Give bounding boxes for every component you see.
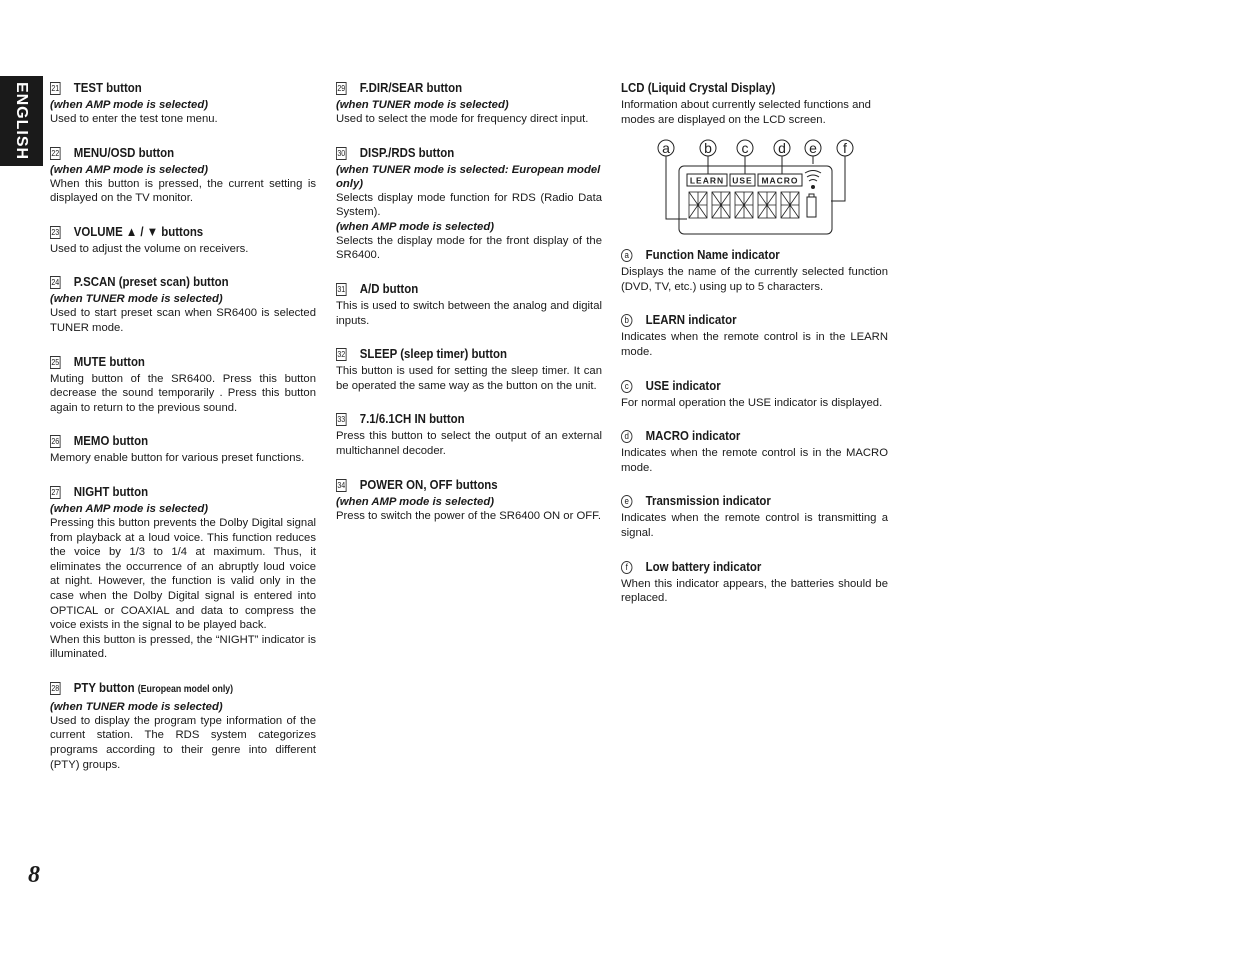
section-learn-indicator (621, 312, 888, 359)
section-text: When this button is pressed, the current setting is displayed on the TV monitor. (50, 177, 316, 205)
language-tab-label: ENGLISH (13, 81, 30, 161)
section-text: Indicates when the remote control is transmitting a signal. (621, 512, 888, 539)
section-text: Indicates when the remote control is in the MACRO mode. (621, 447, 888, 474)
section-text: Pressing this button prevents the Dolby Digital signal from playback at a loud voice. This function reduces the voice by 1/3 to 1/4 at maximum. Thus, it eliminates the occurrence of an abruptly loud voice at night. However, the function is valid only in the case when the Dolby Digital signal is entered into OPTICAL or COAXIAL and data to compress the voice exists in the signal to be played back. (50, 516, 316, 632)
section-mute-button (50, 354, 316, 416)
mode-note-2: (when AMP mode is selected) (336, 220, 494, 233)
section-text: For normal operation the USE indicator is displayed. (621, 396, 883, 409)
mode-note: (when TUNER mode is selected: European model only) (336, 163, 601, 190)
section-text: Displays the name of the currently selected function (DVD, TV, etc.) using up to 5 characters. (621, 266, 888, 293)
item-number: 23 (51, 227, 60, 237)
section-title: 7.1/6.1CH IN button (359, 411, 465, 427)
section-title: TEST button (73, 80, 142, 95)
section-text: Used to enter the test tone menu. (50, 113, 218, 125)
item-number: 31 (337, 284, 346, 294)
item-letter: b (621, 314, 632, 327)
section-title: VOLUME ▲ / ▼ buttons (73, 223, 204, 239)
item-number: 22 (51, 148, 60, 158)
column-2 (336, 80, 602, 541)
section-function-name-indicator (621, 247, 888, 294)
item-number: 29 (337, 84, 346, 93)
section-lcd (621, 80, 888, 127)
mode-note: (when AMP mode is selected) (336, 495, 494, 508)
section-text: Memory enable button for various preset functions. (50, 452, 305, 465)
section-memo-button (50, 433, 316, 466)
section-title: A/D button (359, 280, 419, 296)
section-text: Information about currently selected functions and modes are displayed on the LCD screen. (621, 99, 871, 126)
section-text: This is used to switch between the analog and digital inputs. (336, 299, 602, 327)
column-3 (621, 80, 888, 624)
section-text: Indicates when the remote control is in the LEARN mode. (621, 331, 888, 358)
item-letter: f (621, 561, 632, 574)
mode-note: (when TUNER mode is selected) (50, 293, 223, 306)
item-number: 27 (51, 487, 60, 497)
item-letter: e (621, 495, 632, 508)
section-text: Muting button of the SR6400. Press this button decrease the sound temporarily . Press this button again to return to the previous sound. (50, 372, 316, 414)
item-number: 33 (337, 415, 346, 425)
section-title: Transmission indicator (645, 493, 771, 509)
section-disp-rds-button (336, 145, 602, 263)
item-number: 34 (337, 480, 346, 490)
section-title: MACRO indicator (645, 428, 741, 444)
section-transmission-indicator (621, 493, 888, 540)
mode-note: (when AMP mode is selected) (50, 163, 208, 176)
lcd-diagram (649, 135, 869, 235)
mode-note: (when TUNER mode is selected) (336, 99, 509, 111)
section-title: MENU/OSD button (73, 144, 175, 160)
section-title: Low battery indicator (645, 558, 762, 574)
section-title: LCD (Liquid Crystal Display) (621, 80, 776, 95)
section-title: DISP./RDS button (359, 144, 455, 160)
callout-a-label: a (662, 140, 670, 157)
section-night-button (50, 484, 316, 662)
section-title: PTY button (73, 679, 135, 695)
item-letter: a (621, 249, 632, 262)
section-text-2: Selects the display mode for the front display of the SR6400. (336, 234, 602, 262)
section-volume-buttons (50, 224, 316, 257)
section-macro-indicator (621, 428, 888, 475)
item-number: 21 (51, 84, 60, 93)
section-title: MUTE button (73, 353, 145, 369)
page-number: 8 (28, 862, 40, 888)
section-ad-button (336, 281, 602, 328)
item-number: 25 (51, 357, 60, 367)
section-fdir-sear-button (336, 80, 602, 127)
callout-b-label: b (704, 140, 712, 157)
section-title: NIGHT button (73, 483, 149, 499)
section-test-button (50, 80, 316, 127)
item-number: 28 (51, 683, 60, 693)
section-low-battery-indicator (621, 559, 888, 606)
section-text: Used to adjust the volume on receivers. (50, 242, 249, 255)
section-pscan-button (50, 274, 316, 335)
learn-label: LEARN (689, 175, 725, 186)
section-multichannel-button (336, 411, 602, 458)
section-text: Selects display mode function for RDS (Radio Data System). (336, 191, 602, 219)
section-menu-osd-button (50, 145, 316, 206)
section-title: SLEEP (sleep timer) button (359, 346, 508, 362)
macro-label: MACRO (761, 175, 799, 186)
callout-c-label: c (741, 140, 749, 157)
column-1 (50, 80, 316, 790)
item-number: 30 (337, 148, 346, 158)
section-text: Used to start preset scan when SR6400 is selected TUNER mode. (50, 307, 316, 334)
section-pty-button (50, 680, 316, 772)
item-number: 26 (51, 437, 60, 447)
section-text: Used to select the mode for frequency direct input. (336, 113, 589, 125)
mode-note: (when TUNER mode is selected) (50, 700, 223, 713)
section-title: P.SCAN (preset scan) button (73, 274, 229, 290)
item-letter: d (621, 430, 632, 443)
mode-note: (when AMP mode is selected) (50, 502, 208, 515)
use-label: USE (732, 175, 753, 186)
section-title: F.DIR/SEAR button (359, 80, 463, 95)
section-use-indicator (621, 378, 888, 411)
low-battery-icon (807, 197, 816, 217)
section-text: Press to switch the power of the SR6400 ON or OFF. (336, 509, 601, 522)
transmission-icon (805, 171, 821, 182)
section-power-buttons (336, 477, 602, 524)
section-sleep-button (336, 346, 602, 393)
section-text: Press this button to select the output of an external multichannel decoder. (336, 430, 602, 457)
section-title: USE indicator (645, 377, 721, 393)
item-number: 32 (337, 350, 346, 360)
section-text: Used to display the program type information of the current station. The RDS system categorizes programs according to their genre into different (PTY) groups. (50, 714, 316, 771)
callout-e-label: e (809, 140, 817, 157)
item-letter: c (621, 380, 632, 393)
callout-d-label: d (778, 140, 786, 157)
section-title: LEARN indicator (645, 312, 737, 328)
section-text: When this indicator appears, the batteries should be replaced. (621, 577, 888, 605)
language-tab (0, 76, 43, 166)
section-text: This button is used for setting the sleep timer. It can be operated the same way as the button on the unit. (336, 365, 602, 392)
section-title: Function Name indicator (645, 247, 780, 263)
item-number: 24 (51, 278, 60, 288)
section-text-2: When this button is pressed, the “NIGHT” indicator is illuminated. (50, 633, 316, 661)
section-title: POWER ON, OFF buttons (359, 476, 498, 492)
callout-f-label: f (843, 140, 847, 157)
section-title: MEMO button (73, 433, 149, 449)
section-title-note: (European model only) (137, 683, 234, 695)
mode-note: (when AMP mode is selected) (50, 99, 208, 111)
